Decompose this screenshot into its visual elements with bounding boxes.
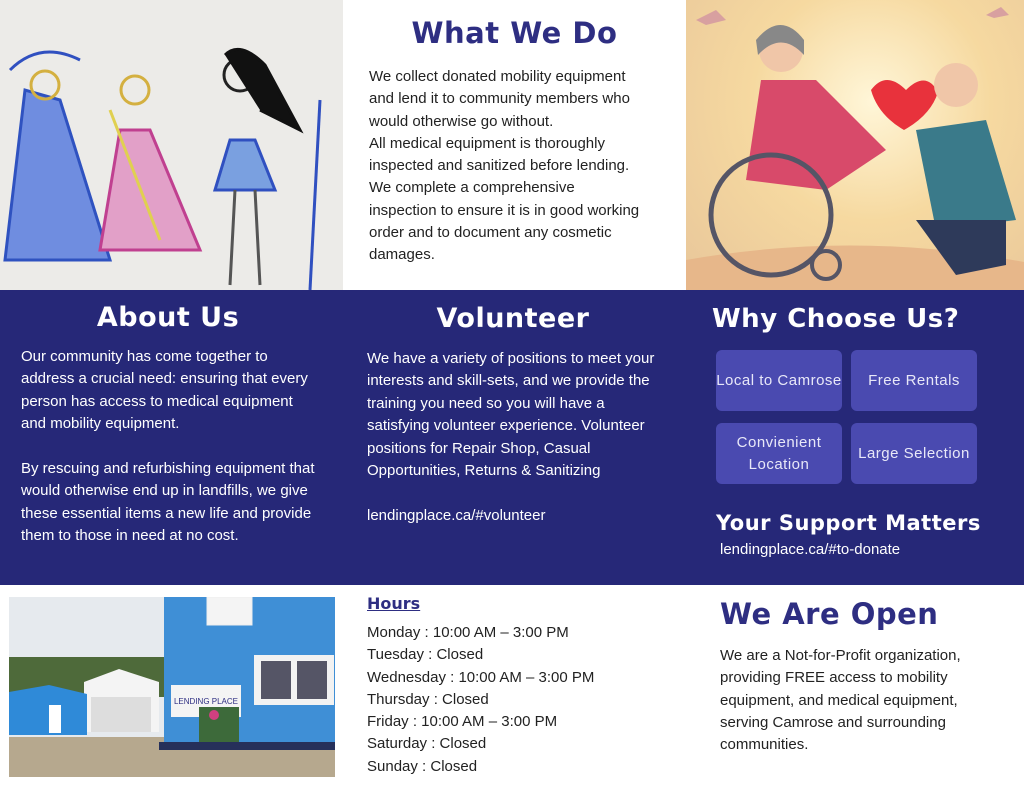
hours-list [367,622,594,778]
about-paragraph: By rescuing and refurbishing equipment that would otherwise end up in landfills, we give these essential items a new life and provide them to those in need at no cost. [21,460,315,545]
sign-logo: LENDING PLACE [173,697,239,706]
hours-row: Saturday : Closed [367,735,487,753]
wheelchair-illustration-image [686,0,1024,290]
volunteer-title: Volunteer [436,303,590,334]
what-we-do-text [369,66,669,267]
feature-box-free: Free Rentals [851,350,977,411]
open-text: We are a Not-for-Profit organization, providing FREE access to mobility equipment, and medical equipment, serving Camrose and surrounding communities. [720,647,961,754]
hours-row: Thursday : Closed [367,690,489,708]
text-line: order and to document any cosmetic [369,224,612,242]
feature-box-local: Local to Camrose [716,350,842,411]
open-title: We Are Open [720,597,939,631]
hours-title: Hours [367,594,421,613]
children-drawing-image [0,0,343,290]
hours-row: Tuesday : Closed [367,646,484,664]
text-line: and lend it to community members who [369,90,630,108]
about-text [21,346,321,548]
text-line: damages. [369,246,435,264]
support-title: Your Support Matters [716,511,981,535]
volunteer-link[interactable]: lendingplace.ca/#volunteer [367,506,546,524]
hours-row: Sunday : Closed [367,757,478,775]
text-line: All medical equipment is thoroughly [369,134,605,152]
what-we-do-title: What We Do [411,16,618,50]
donate-link[interactable]: lendingplace.ca/#to-donate [720,541,901,558]
hours-row: Friday : 10:00 AM – 3:00 PM [367,713,558,731]
building-photo [9,597,335,777]
text-line: would otherwise go without. [369,112,554,130]
text-line: We complete a comprehensive [369,179,575,197]
hours-row: Monday : 10:00 AM – 3:00 PM [367,624,569,641]
text-line: inspection to ensure it is in good working [369,201,640,219]
feature-box-selection: Large Selection [851,423,977,484]
volunteer-text [367,348,667,527]
why-title: Why Choose Us? [712,304,960,334]
about-paragraph: Our community has come together to address a crucial need: ensuring that every person has access to medical equipment and mobility equipment. [21,348,308,433]
volunteer-paragraph: We have a variety of positions to meet your interests and skill-sets, and we provide the training you need so you will have a satisfying volunteer experience. Volunteer positions for Repair Shop, Casual Opportunities, Returns & Sanitizing [367,350,655,480]
about-title: About Us [96,302,240,333]
text-line: We collect donated mobility equipment [369,68,626,85]
text-line: inspected and sanitized before lending. [369,157,630,175]
hours-row: Wednesday : 10:00 AM – 3:00 PM [367,668,595,686]
feature-box-location: Convienient Location [716,423,842,484]
